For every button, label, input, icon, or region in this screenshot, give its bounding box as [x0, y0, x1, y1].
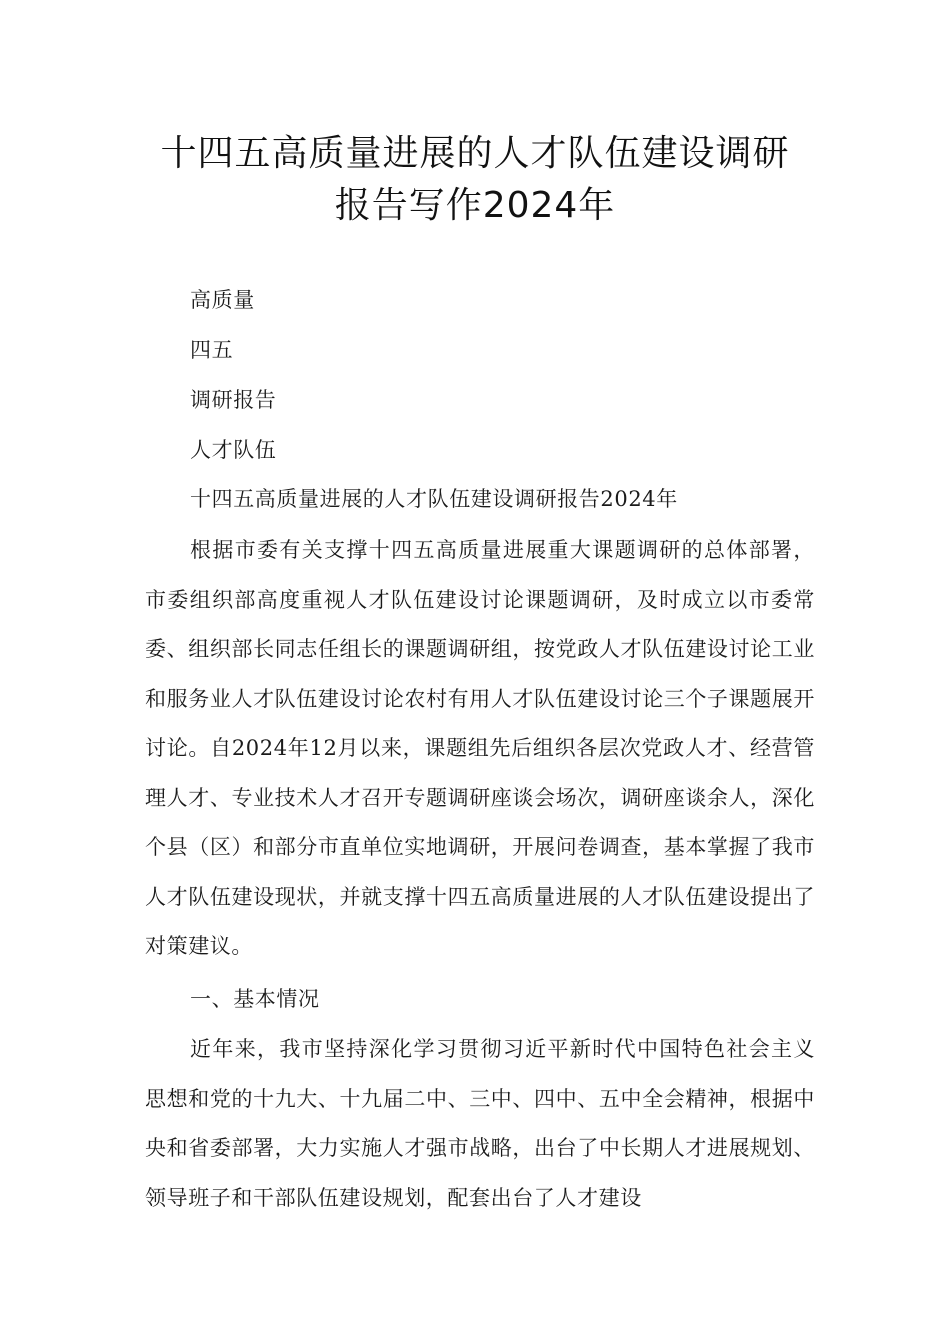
keyword-2: 四五 [190, 338, 234, 362]
paragraph-intro-text: 根据市委有关支撑十四五高质量进展重大课题调研的总体部署，市委组织部高度重视人才队伍建设讨论课题调研，及时成立以市委常委、组织部长同志任组长的课题调研组，按党政人才队伍建设讨论工业和服务业人才队伍建设讨论农村有用人才队伍建设讨论三个子课题展开讨论。自2024年12月以来，课题组先后组织各层次党政人才、经营管理人才、专业技术人才召开专题调研座谈会场次，调研座谈余人，深化个县（区）和部分市直单位实地调研，开展问卷调查，基本掌握了我市人才队伍建设现状，并就支撑十四五高质量进展的人才队伍建设提出了对策建议。 [145, 538, 815, 958]
paragraph-basic-situation-text: 近年来，我市坚持深化学习贯彻习近平新时代中国特色社会主义思想和党的十九大、十九届二中、三中、四中、五中全会精神，根据中央和省委部署，大力实施人才强市战略，出台了中长期人才进展规划、领导班子和干部队伍建设规划，配套出台了人才建设 [145, 1037, 815, 1210]
document-subtitle: 十四五高质量进展的人才队伍建设调研报告2024年 [190, 487, 678, 511]
paragraph-basic-situation [145, 1025, 815, 1223]
paragraph-intro [145, 526, 815, 972]
keyword-4: 人才队伍 [190, 438, 277, 462]
document-title-line-1: 十四五高质量进展的人才队伍建设调研 [160, 133, 790, 174]
document-title-line-2: 报告写作2024年 [334, 185, 616, 226]
keyword-1: 高质量 [190, 288, 255, 312]
keyword-3: 调研报告 [190, 388, 277, 412]
section-heading-basic-situation: 一、基本情况 [190, 987, 320, 1011]
